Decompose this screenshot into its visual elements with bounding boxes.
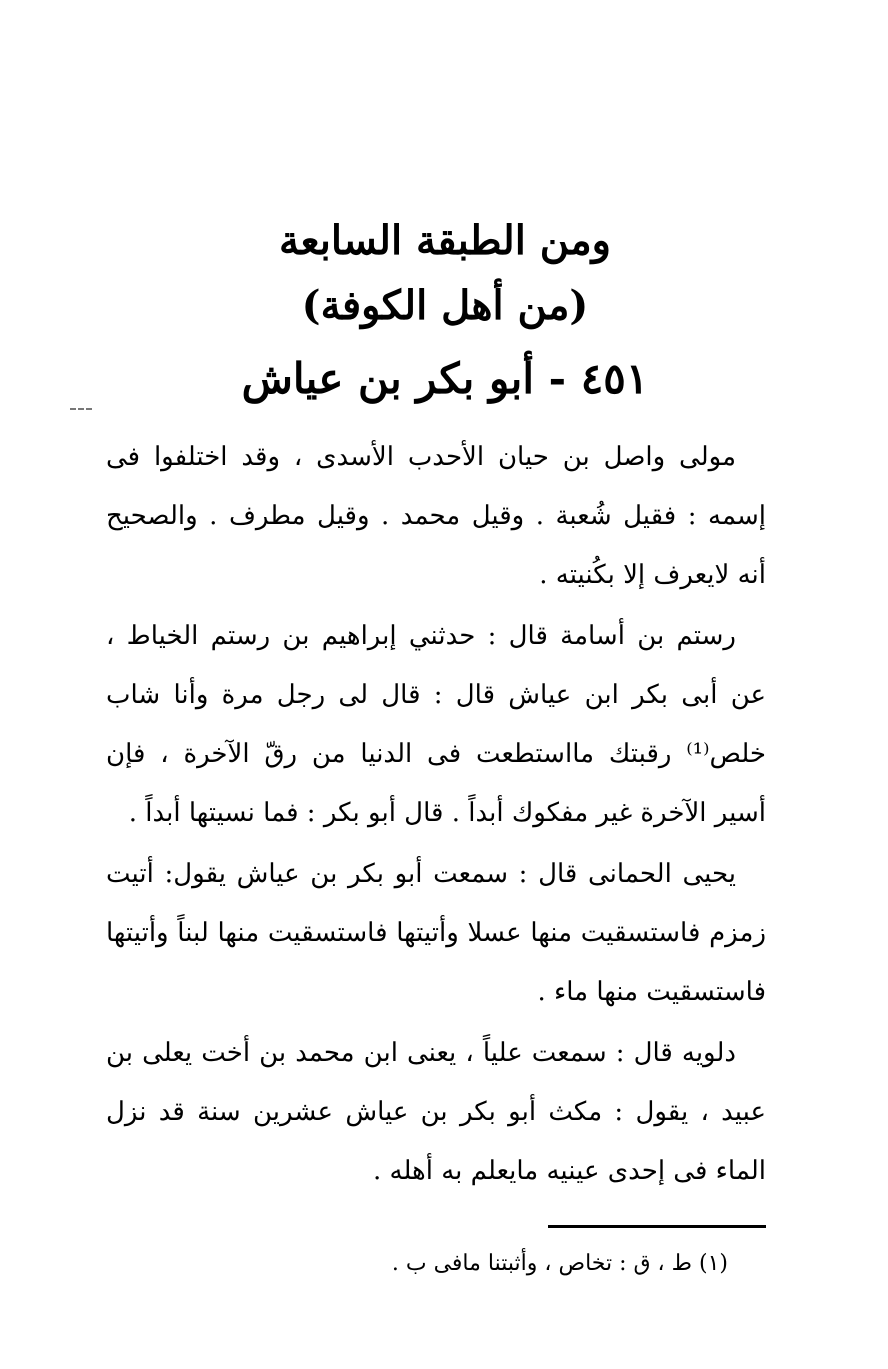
paragraph-2: رستم بن أسامة قال : حدثني إبراهيم بن رستم الخياط ، عن أبى بكر ابن عياش قال : قال لى رجل مرة وأنا شاب خلص⁽¹⁾ رقبتك مااستطعت فى الدنيا من رقّ الآخرة ، فإن أسير الآخرة غير مفكوك أبداً . قال أبو بكر : فما نسيتها أبداً . xyxy=(106,621,766,828)
section-heading: ومن الطبقة السابعة xyxy=(279,217,611,264)
paragraph-4: دلويه قال : سمعت علياً ، يعنى ابن محمد بن أخت يعلى بن عبيد ، يقول : مكث أبو بكر بن عياش عشرين سنة قد نزل الماء فى إحدى عينيه مايعلم به أهله . xyxy=(106,1038,766,1186)
margin-dash-mark xyxy=(70,408,92,410)
paragraph-3: يحيى الحمانى قال : سمعت أبو بكر بن عياش يقول: أتيت زمزم فاستسقيت منها عسلا وأتيتها فاستسقيت منها لبناً وأتيتها فاستسقيت منها ماء . xyxy=(106,859,766,1007)
body-text xyxy=(106,428,766,1201)
entry-title: ٤٥١ - أبو بكر بن عياش xyxy=(241,354,649,403)
section-subheading: (من أهل الكوفة) xyxy=(301,282,589,329)
footnote-separator xyxy=(548,1225,766,1228)
footnote: (١) ط ، ق : تخاص ، وأثبتنا مافى ب . xyxy=(391,1251,728,1276)
paragraph-1: مولى واصل بن حيان الأحدب الأسدى ، وقد اختلفوا فى إسمه : فقيل شُعبة . وقيل محمد . وقيل مطرف . والصحيح أنه لايعرف إلا بكُنيته . xyxy=(106,442,766,590)
